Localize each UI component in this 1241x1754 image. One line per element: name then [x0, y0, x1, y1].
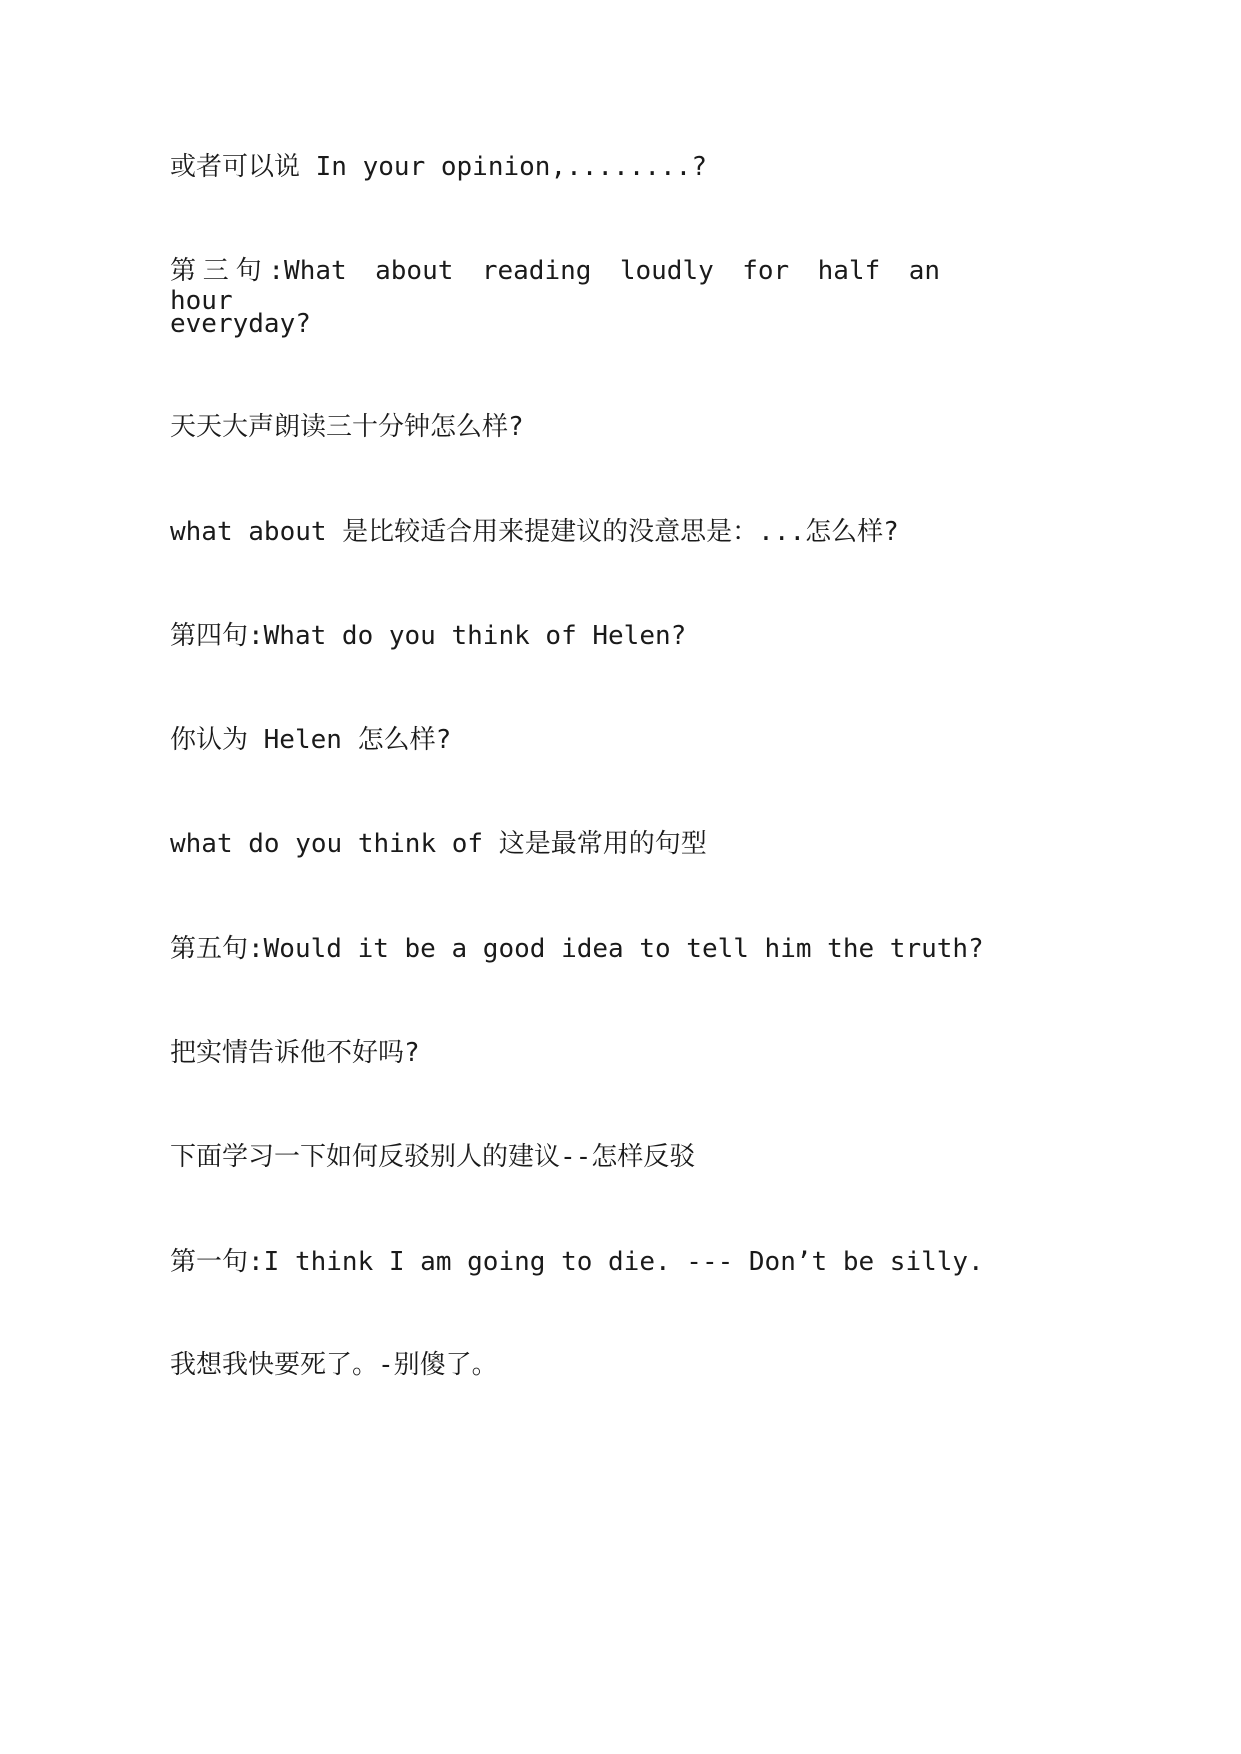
- text-line: what about 是比较适合用来提建议的没意思是：...怎么样?: [170, 517, 899, 547]
- text-line: 下面学习一下如何反驳别人的建议--怎样反驳: [170, 1142, 696, 1172]
- text-line: 第一句:I think I am going to die. --- Don’t be silly.: [170, 1247, 984, 1277]
- text-line: 你认为 Helen 怎么样?: [170, 725, 452, 755]
- text-line: what do you think of 这是最常用的句型: [170, 829, 707, 859]
- text-line: 第五句:Would it be a good idea to tell him the truth?: [170, 934, 984, 964]
- text-line: everyday?: [170, 309, 311, 339]
- text-line: 第四句:What do you think of Helen?: [170, 621, 687, 651]
- text-line: 把实情告诉他不好吗?: [170, 1038, 420, 1068]
- text-line: 天天大声朗读三十分钟怎么样?: [170, 412, 524, 442]
- text-line: 第三句:What about reading loudly for half an hour: [170, 256, 940, 316]
- text-line: 我想我快要死了。-别傻了。: [170, 1350, 498, 1380]
- text-line: 或者可以说 In your opinion,........?: [170, 152, 707, 182]
